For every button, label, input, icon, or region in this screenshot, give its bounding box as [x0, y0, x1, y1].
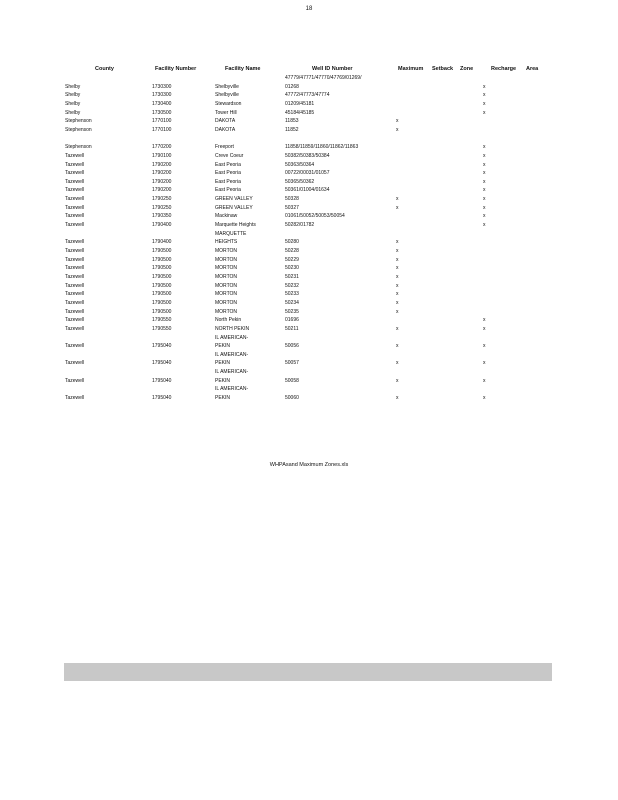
cell-facility-number: 1730500 — [152, 109, 172, 116]
cell-well-id: 50234 — [285, 299, 299, 306]
cell-facility-name: East Peoria — [215, 187, 241, 194]
table-row — [0, 343, 618, 352]
cell-zone: x — [483, 100, 486, 107]
table-row — [0, 378, 618, 387]
cell-facility-name: MORTON — [215, 256, 238, 263]
cell-facility-name: PEKIN — [215, 360, 231, 367]
table-row — [0, 136, 618, 145]
grey-bar — [64, 663, 552, 681]
cell-county: Tazewell — [65, 325, 85, 332]
table-row — [0, 84, 618, 93]
cell-facility-number: 1795040 — [152, 360, 172, 367]
cell-well-id: 11852 — [285, 126, 299, 133]
header-facility-number: Facility Number — [155, 66, 197, 72]
table-row — [0, 110, 618, 119]
cell-facility-name: North Pekin — [215, 317, 242, 324]
cell-county: Stephenson — [65, 126, 92, 133]
cell-zone: x — [483, 83, 486, 90]
table-row — [0, 118, 618, 127]
cell-well-id: 50229 — [285, 256, 299, 263]
cell-county: Tazewell — [65, 222, 85, 229]
cell-facility-number: 1790500 — [152, 299, 172, 306]
cell-well-id: 01061/50052/50053/50054 — [285, 213, 345, 220]
cell-zone: x — [483, 187, 486, 194]
cell-facility-name: Shelbyville — [215, 92, 239, 99]
cell-facility-number: 1790200 — [152, 187, 172, 194]
cell-facility-name: GREEN VALLEY — [215, 204, 253, 211]
cell-zone: x — [483, 144, 486, 151]
cell-maximum: x — [396, 239, 399, 246]
cell-facility-name: IL AMERICAN- — [215, 386, 249, 393]
cell-well-id: 01209/45181 — [285, 100, 315, 107]
cell-county: Tazewell — [65, 299, 85, 306]
table-row — [0, 317, 618, 326]
cell-facility-number: 1790500 — [152, 291, 172, 298]
cell-zone: x — [483, 170, 486, 177]
cell-well-id: 50382/50383/50384 — [285, 152, 330, 159]
table-row — [0, 205, 618, 214]
cell-maximum: x — [396, 265, 399, 272]
cell-county: Tazewell — [65, 395, 85, 402]
cell-facility-name: IL AMERICAN- — [215, 369, 249, 376]
cell-zone: x — [483, 152, 486, 159]
cell-facility-name: Stewardson — [215, 100, 242, 107]
cell-well-id: 50211 — [285, 325, 299, 332]
cell-maximum: x — [396, 282, 399, 289]
cell-zone: x — [483, 109, 486, 116]
cell-facility-name: Tower Hill — [215, 109, 237, 116]
cell-well-id: 50282/01782 — [285, 222, 315, 229]
cell-facility-number: 1790500 — [152, 282, 172, 289]
cell-county: Tazewell — [65, 248, 85, 254]
cell-county: Tazewell — [65, 196, 85, 203]
cell-zone: x — [483, 343, 486, 350]
cell-county: Shelby — [65, 83, 81, 90]
cell-well-id: 47779/47771/47770/47769/01269/ — [285, 75, 362, 81]
cell-zone: x — [483, 317, 486, 324]
table-row — [0, 162, 618, 171]
header-well-id: Well ID Number — [312, 66, 353, 72]
cell-well-id: 50327 — [285, 204, 299, 211]
cell-maximum: x — [396, 256, 399, 263]
table-row — [0, 309, 618, 318]
cell-facility-name: Freeport — [215, 144, 234, 151]
cell-facility-name: MORTON — [215, 308, 238, 315]
cell-county: Tazewell — [65, 213, 85, 220]
cell-county: Tazewell — [65, 161, 85, 168]
cell-facility-name: PEKIN — [215, 395, 231, 402]
table-row — [0, 144, 618, 153]
cell-zone: x — [483, 325, 486, 332]
cell-facility-name: Marquette Heights — [215, 222, 256, 229]
cell-county: Tazewell — [65, 204, 85, 211]
table-row — [0, 360, 618, 369]
cell-well-id: 50361/01004/01634 — [285, 187, 330, 194]
cell-well-id: 50228 — [285, 248, 299, 254]
cell-facility-number: 1790500 — [152, 248, 172, 254]
cell-facility-name: MORTON — [215, 291, 238, 298]
page-number: 18 — [305, 6, 313, 12]
cell-well-id: 45184/45185 — [285, 109, 315, 116]
cell-facility-number: 1790500 — [152, 308, 172, 315]
header-county: County — [95, 66, 114, 72]
table-row — [0, 283, 618, 292]
table-row — [0, 196, 618, 205]
cell-facility-name: NORTH PEKIN — [215, 325, 250, 332]
table-row — [0, 75, 618, 84]
table-row — [0, 213, 618, 222]
table-row — [0, 274, 618, 283]
cell-county: Tazewell — [65, 377, 85, 384]
table-row — [0, 386, 618, 395]
cell-facility-name: MORTON — [215, 265, 238, 272]
cell-zone: x — [483, 196, 486, 203]
cell-maximum: x — [396, 291, 399, 298]
table-row — [0, 352, 618, 361]
cell-facility-name: IL AMERICAN- — [215, 351, 249, 358]
cell-county: Tazewell — [65, 265, 85, 272]
cell-facility-number: 1790500 — [152, 256, 172, 263]
header-maximum: Maximum — [398, 66, 424, 72]
cell-county: Shelby — [65, 100, 81, 107]
cell-county: Shelby — [65, 92, 81, 99]
cell-county: Tazewell — [65, 273, 85, 280]
table-row — [0, 369, 618, 378]
cell-facility-name: HEIGHTS — [215, 239, 238, 246]
cell-well-id: 50232 — [285, 282, 299, 289]
cell-maximum: x — [396, 395, 399, 402]
cell-facility-number: 1730300 — [152, 83, 172, 90]
cell-well-id: 01696 — [285, 317, 299, 324]
cell-well-id: 50230 — [285, 265, 299, 272]
cell-facility-number: 1790400 — [152, 222, 172, 229]
cell-facility-number: 1795040 — [152, 395, 172, 402]
cell-well-id: 50233 — [285, 291, 299, 298]
cell-zone: x — [483, 222, 486, 229]
cell-maximum: x — [396, 248, 399, 254]
cell-facility-name: Shelbyville — [215, 83, 239, 90]
cell-county: Tazewell — [65, 239, 85, 246]
cell-facility-number: 1790550 — [152, 325, 172, 332]
table-row — [0, 265, 618, 274]
cell-county: Tazewell — [65, 291, 85, 298]
cell-maximum: x — [396, 377, 399, 384]
cell-maximum: x — [396, 308, 399, 315]
cell-county: Tazewell — [65, 317, 85, 324]
cell-well-id: 50363/50364 — [285, 161, 315, 168]
table-row — [0, 153, 618, 162]
cell-maximum: x — [396, 299, 399, 306]
cell-facility-name: IL AMERICAN- — [215, 334, 249, 341]
cell-facility-name: MORTON — [215, 299, 238, 306]
cell-county: Tazewell — [65, 178, 85, 185]
header-facility-name: Facility Name — [225, 66, 261, 72]
cell-maximum: x — [396, 118, 399, 125]
cell-well-id: 11853 — [285, 118, 299, 125]
cell-county: Tazewell — [65, 360, 85, 367]
cell-maximum: x — [396, 126, 399, 133]
table-row — [0, 335, 618, 344]
cell-facility-name: MORTON — [215, 273, 238, 280]
cell-facility-name: Mackinaw — [215, 213, 238, 220]
cell-well-id: 50328 — [285, 196, 299, 203]
cell-county: Tazewell — [65, 343, 85, 350]
cell-facility-name: MORTON — [215, 248, 238, 254]
cell-facility-number: 1770100 — [152, 126, 172, 133]
header-recharge: Recharge — [491, 66, 517, 72]
cell-facility-number: 1730400 — [152, 100, 172, 107]
cell-zone: x — [483, 395, 486, 402]
cell-facility-name: PEKIN — [215, 377, 231, 384]
cell-county: Tazewell — [65, 170, 85, 177]
cell-maximum: x — [396, 273, 399, 280]
cell-well-id: 01268 — [285, 83, 299, 90]
cell-county: Stephenson — [65, 118, 92, 125]
header-setback: Setback — [432, 66, 454, 72]
cell-facility-number: 1790200 — [152, 170, 172, 177]
cell-facility-name: Creve Coeur — [215, 152, 244, 159]
cell-well-id: 00722/00031/01057 — [285, 170, 330, 177]
cell-facility-number: 1770100 — [152, 118, 172, 125]
cell-facility-name: MARQUETTE — [215, 230, 247, 237]
cell-well-id: 50060 — [285, 395, 299, 402]
cell-maximum: x — [396, 343, 399, 350]
cell-facility-name: East Peoria — [215, 161, 241, 168]
cell-county: Tazewell — [65, 282, 85, 289]
cell-facility-number: 1790200 — [152, 161, 172, 168]
table-row — [0, 326, 618, 335]
cell-well-id: 50235 — [285, 308, 299, 315]
cell-maximum: x — [396, 196, 399, 203]
cell-facility-name: East Peoria — [215, 178, 241, 185]
table-row — [0, 101, 618, 110]
cell-zone: x — [483, 161, 486, 168]
table-row — [0, 239, 618, 248]
cell-zone: x — [483, 213, 486, 220]
table-row — [0, 257, 618, 266]
cell-facility-name: East Peoria — [215, 170, 241, 177]
cell-zone: x — [483, 204, 486, 211]
header-zone: Zone — [460, 66, 474, 72]
cell-facility-name: DAKOTA — [215, 118, 236, 125]
footer-filename: WHPAsand Maximum Zones.xls — [269, 462, 349, 468]
table-row — [0, 127, 618, 136]
table-row — [0, 170, 618, 179]
cell-zone: x — [483, 360, 486, 367]
cell-well-id: 11858/11859/11860/11862/11863 — [285, 144, 359, 151]
cell-zone: x — [483, 178, 486, 185]
table-row — [0, 187, 618, 196]
cell-facility-name: PEKIN — [215, 343, 231, 350]
cell-facility-number: 1790250 — [152, 204, 172, 211]
table-row — [0, 248, 618, 257]
table-row — [0, 92, 618, 101]
cell-facility-number: 1790100 — [152, 152, 172, 159]
cell-well-id: 47772/47773/47774 — [285, 92, 330, 99]
table-row — [0, 395, 618, 404]
table-row — [0, 179, 618, 188]
cell-facility-name: DAKOTA — [215, 126, 236, 133]
cell-well-id: 50280 — [285, 239, 299, 246]
cell-well-id: 50057 — [285, 360, 299, 367]
cell-well-id: 50231 — [285, 273, 299, 280]
cell-maximum: x — [396, 360, 399, 367]
cell-facility-number: 1790550 — [152, 317, 172, 324]
table-row — [0, 231, 618, 240]
table-row — [0, 300, 618, 309]
cell-well-id: 50056 — [285, 343, 299, 350]
header-area: Area — [526, 66, 539, 72]
cell-zone: x — [483, 377, 486, 384]
cell-county: Tazewell — [65, 152, 85, 159]
table-row — [0, 222, 618, 231]
table-row — [0, 291, 618, 300]
cell-county: Tazewell — [65, 187, 85, 194]
cell-zone: x — [483, 92, 486, 99]
cell-well-id: 50365/50362 — [285, 178, 315, 185]
cell-county: Shelby — [65, 109, 81, 116]
cell-facility-number: 1730300 — [152, 92, 172, 99]
cell-facility-name: GREEN VALLEY — [215, 196, 253, 203]
cell-county: Tazewell — [65, 256, 85, 263]
cell-facility-number: 1790500 — [152, 265, 172, 272]
cell-facility-number: 1790350 — [152, 213, 172, 220]
cell-well-id: 50058 — [285, 377, 299, 384]
cell-facility-number: 1790250 — [152, 196, 172, 203]
cell-facility-number: 1790200 — [152, 178, 172, 185]
cell-county: Stephenson — [65, 144, 92, 151]
cell-facility-name: MORTON — [215, 282, 238, 289]
cell-maximum: x — [396, 204, 399, 211]
cell-facility-number: 1795040 — [152, 343, 172, 350]
cell-facility-number: 1770200 — [152, 144, 172, 151]
cell-maximum: x — [396, 325, 399, 332]
cell-county: Tazewell — [65, 308, 85, 315]
cell-facility-number: 1790500 — [152, 273, 172, 280]
cell-facility-number: 1790400 — [152, 239, 172, 246]
cell-facility-number: 1795040 — [152, 377, 172, 384]
